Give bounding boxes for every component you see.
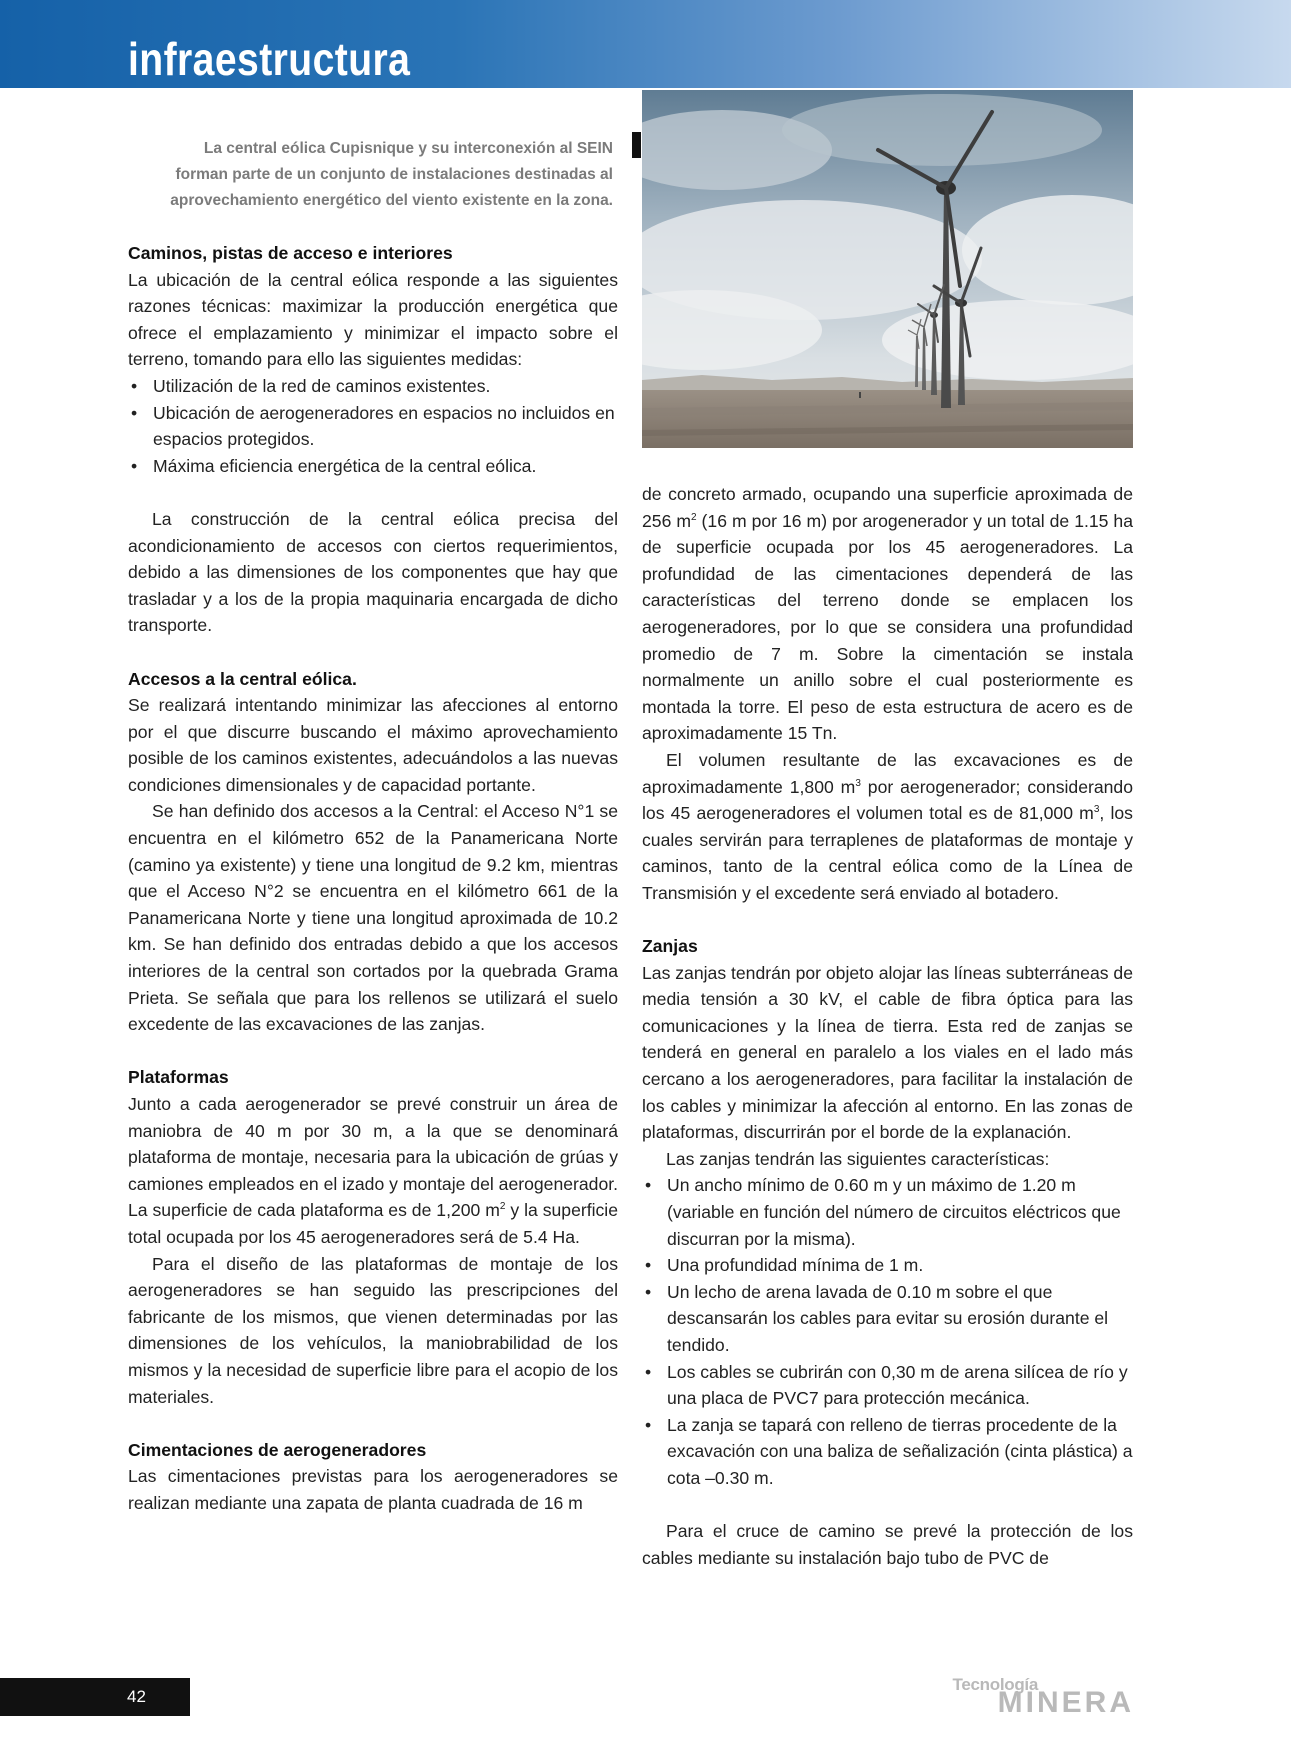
text-run: El volumen resultante de las excavaciones es de aproximadamente 1,800 m — [642, 749, 1133, 797]
list-item — [642, 1279, 1133, 1359]
superscript: 2 — [691, 511, 697, 523]
text-run: , los cuales servirán para terraplenes de plataformas de montaje y caminos, tanto de la central eólica como de la Línea de Transmisión y el excedente será enviado al botadero. — [642, 803, 1133, 903]
superscript: 3 — [855, 777, 861, 789]
heading-cimentaciones: Cimentaciones de aerogeneradores — [128, 1439, 427, 1460]
lead-line: aprovechamiento energético del viento existente en la zona. — [170, 192, 613, 209]
page-number: 42 — [127, 1687, 146, 1706]
bullet-icon: • — [645, 1281, 652, 1302]
list-item — [642, 1252, 1133, 1279]
lead-line: forman parte de un conjunto de instalaciones destinadas al — [175, 166, 613, 183]
bullet-icon: • — [131, 375, 138, 396]
logo-main-text: MINERA — [997, 1686, 1134, 1719]
paragraph: Las cimentaciones previstas para los aerogeneradores se realizan mediante una zapata de planta cuadrada de 16 m — [128, 1466, 618, 1513]
paragraph: Se realizará intentando minimizar las afecciones al entorno por el que discurre buscando el máximo aprovechamiento posible de los caminos existentes, adecuándolos a las nuevas condiciones dimensionales y de capacidad portante. — [128, 695, 618, 795]
list-item-text: Los cables se cubrirán con 0,30 m de arena silícea de río y una placa de PVC7 para protección mecánica. — [667, 1361, 1128, 1409]
bullet-icon: • — [131, 455, 138, 476]
list-item-text: Un ancho mínimo de 0.60 m y un máximo de 1.20 m (variable en función del número de circuitos eléctricos que discurran por la misma). — [667, 1175, 1121, 1249]
heading-zanjas: Zanjas — [642, 936, 698, 957]
lead-line: La central eólica Cupisnique y su interconexión al SEIN — [203, 140, 613, 157]
photo-graphic — [642, 90, 1133, 448]
paragraph — [642, 747, 1133, 907]
superscript: 2 — [499, 1201, 506, 1213]
text-run: (16 m por 16 m) por arogenerador y un total de 1.15 ha de superficie ocupada por los 45 aerogeneradores. La profundidad de las cimentaciones dependerá de las características del terreno donde se emplacen los aerogeneradores, por lo que se considera una profundidad promedio de 7 m. Sobre la cimentación se instala normalmente un anillo sobre el cual posteriormente es montada la torre. El peso de esta estructura de acero es de aproximadamente 15 Tn. — [642, 510, 1133, 744]
bullet-icon: • — [645, 1255, 652, 1276]
list-item-text: Utilización de la red de caminos existentes. — [153, 375, 491, 396]
bullet-icon: • — [645, 1414, 652, 1435]
heading-plataformas: Plataformas — [128, 1067, 229, 1088]
text-run: por aerogenerador; considerando los 45 aerogeneradores el volumen total es de 81,000 m — [642, 776, 1133, 824]
paragraph: Las zanjas tendrán las siguientes características: — [666, 1148, 1050, 1169]
left-column — [128, 240, 618, 1517]
paragraph: La ubicación de la central eólica responde a las siguientes razones técnicas: maximizar la producción energética que ofrece el emplazamiento y minimizar el impacto sobre el terreno, tomando para ello las siguientes medidas: — [128, 269, 618, 370]
text-run: y la superficie total ocupada por los 45 aerogeneradores será de 5.4 Ha. — [128, 1200, 618, 1247]
logo-top-text: Tecnología — [952, 1675, 1038, 1694]
paragraph: Para el cruce de camino se prevé la protección de los cables mediante su instalación bajo tubo de PVC de — [642, 1521, 1133, 1568]
bullet-list — [128, 373, 618, 479]
paragraph — [642, 481, 1133, 747]
list-item-text: Un lecho de arena lavada de 0.10 m sobre el que descansarán los cables para evitar su erosión durante el tendido. — [667, 1281, 1109, 1355]
wind-turbines-photo — [642, 90, 1133, 448]
page-number-bar — [0, 1678, 190, 1716]
paragraph: Se han definido dos accesos a la Central: el Acceso N°1 se encuentra en el kilómetro 652 de la Panamericana Norte (camino ya existente) y tiene una longitud de 9.2 km, mientras que el Acceso N°2 se encuentra en el kilómetro 661 de la Panamericana Norte y tiene una longitud aproximada de 10.2 km. Se han definido dos entradas debido a que los accesos interiores de la central son cortados por la quebrada Grama Prieta. Se señala que para los rellenos se utilizará el suelo excedente de las excavaciones de las zanjas. — [128, 801, 618, 1035]
list-item-text: La zanja se tapará con relleno de tierras procedente de la excavación con una baliza de señalización (cinta plástica) a cota –0.30 m. — [667, 1414, 1133, 1488]
lead-paragraph — [128, 136, 613, 214]
bullet-icon: • — [645, 1361, 652, 1382]
bullet-list — [642, 1172, 1133, 1491]
list-item-text: Máxima eficiencia energética de la central eólica. — [153, 455, 537, 476]
bullet-icon: • — [131, 402, 138, 423]
list-item-text: Una profundidad mínima de 1 m. — [667, 1255, 924, 1276]
list-item — [128, 453, 618, 480]
paragraph — [128, 1091, 618, 1251]
heading-caminos: Caminos, pistas de acceso e interiores — [128, 243, 453, 263]
right-column — [642, 481, 1133, 1571]
paragraph: Para el diseño de las plataformas de montaje de los aerogeneradores se han seguido las prescripciones del fabricante de los mismos, que vienen determinadas por las dimensiones de los vehículos, la maniobrabilidad de los mismos y la necesidad de superficie libre para el acopio de los materiales. — [128, 1253, 618, 1407]
magazine-logo — [952, 1675, 1134, 1719]
bullet-icon: • — [645, 1175, 652, 1196]
list-item — [642, 1412, 1133, 1492]
text-run: Junto a cada aerogenerador se prevé construir un área de maniobra de 40 m por 30 m, a la que se denominará plataforma de montaje, necesaria para la ubicación de grúas y camiones empleados en el izado y montaje del aerogenerador. La superficie de cada plataforma es de 1,200 m — [128, 1094, 619, 1221]
paragraph: La construcción de la central eólica precisa del acondicionamiento de accesos con ciertos requerimientos, debido a las dimensiones de los componentes que hay que trasladar y a los de la propia maquinaria encargada de dicho transporte. — [128, 508, 618, 636]
paragraph: Las zanjas tendrán por objeto alojar las líneas subterráneas de media tensión a 30 kV, el cable de fibra óptica para las comunicaciones y la línea de tierra. Esta red de zanjas se tenderá en general en paralelo a los viales en el lado más cercano a los aerogeneradores, para facilitar la instalación de los cables y minimizar la afección al entorno. En las zonas de plataformas, discurrirán por el borde de la explanación. — [642, 962, 1133, 1143]
list-item — [128, 373, 618, 400]
heading-accesos: Accesos a la central eólica. — [128, 668, 357, 689]
list-item — [642, 1359, 1133, 1412]
superscript: 3 — [1093, 804, 1100, 816]
list-item-text: Ubicación de aerogeneradores en espacios no incluidos en espacios protegidos. — [153, 402, 615, 450]
text-run: de concreto armado, ocupando una superficie aproximada de 256 m — [642, 484, 1133, 531]
list-item — [642, 1172, 1133, 1252]
photo-marker — [632, 132, 641, 158]
section-title: infraestructura — [128, 33, 411, 85]
list-item — [128, 400, 618, 453]
